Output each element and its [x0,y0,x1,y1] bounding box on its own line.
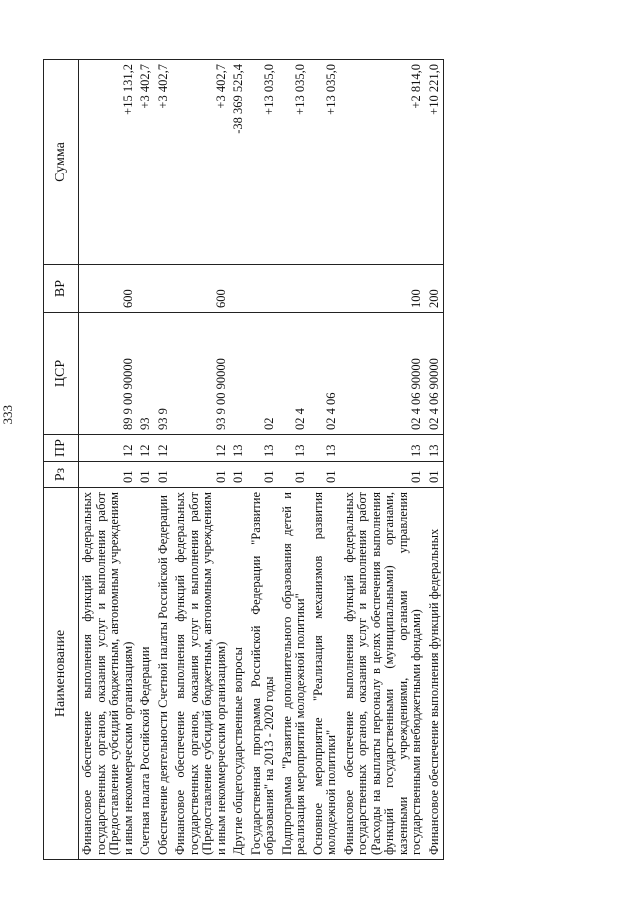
row-rz: 01 [155,462,173,488]
table-row [248,60,279,860]
row-sum: -38 369 525,4 [230,60,248,265]
row-sum: +10 221,0 [426,60,444,265]
row-pr: 12 [172,435,230,462]
header-csr: ЦСР [44,313,79,435]
table-row [155,60,173,860]
header-rz: Рз [44,462,79,488]
row-rz: 01 [137,462,155,488]
row-vr: 200 [426,265,444,313]
row-vr [230,265,248,313]
row-sum: +2 814,0 [341,60,426,265]
page-number: 333 [0,405,15,425]
row-name: Основное мероприятие "Реализация механизмов развития молодежной политики" [310,488,341,860]
row-name: Финансовое обеспечение выполнения функций федеральных [426,488,444,860]
row-name: Государственная программа Российской Федерации "Развитие образования" на 2013 - 2020 годы [248,488,279,860]
row-vr [248,265,279,313]
row-name: Финансовое обеспечение выполнения функций федеральных государственных органов, оказания услуг и выполнения работ (Предоставление субсидий бюджетным, автономным учреждениям и иным некоммерческим организациям) [172,488,230,860]
row-sum: +3 402,7 [137,60,155,265]
table-row [310,60,341,860]
row-vr: 600 [79,265,138,313]
row-pr: 13 [279,435,310,462]
row-rz: 01 [230,462,248,488]
row-name: Финансовое обеспечение выполнения функций федеральных государственных органов, оказания услуг и выполнения работ (Предоставление субсидий бюджетным, автономным учреждениям и иным некоммерческим организациям) [79,488,138,860]
row-sum: +13 035,0 [279,60,310,265]
row-vr [279,265,310,313]
row-pr: 13 [341,435,426,462]
row-sum: +15 131,2 [79,60,138,265]
row-csr: 02 4 06 90000 [341,313,426,435]
row-pr: 13 [310,435,341,462]
row-rz: 01 [172,462,230,488]
row-vr [137,265,155,313]
table-row [230,60,248,860]
table-row [341,60,426,860]
row-name: Другие общегосударственные вопросы [230,488,248,860]
row-rz: 01 [310,462,341,488]
row-pr: 13 [248,435,279,462]
row-pr: 13 [426,435,444,462]
table-row [426,60,444,860]
header-sum: Сумма [44,60,79,265]
table-header-row [44,60,79,860]
row-pr: 12 [137,435,155,462]
row-vr [310,265,341,313]
row-sum: +3 402,7 [172,60,230,265]
header-vr: ВР [44,265,79,313]
row-csr: 93 [137,313,155,435]
row-sum: +13 035,0 [310,60,341,265]
row-name: Обеспечение деятельности Счетной палаты Российской Федерации [155,488,173,860]
table-row [137,60,155,860]
row-pr: 12 [79,435,138,462]
table-row [279,60,310,860]
row-rz: 01 [248,462,279,488]
row-csr: 89 9 00 90000 [79,313,138,435]
row-rz: 01 [341,462,426,488]
row-rz: 01 [426,462,444,488]
row-csr: 02 4 06 90000 [426,313,444,435]
row-name: Счетная палата Российской Федерации [137,488,155,860]
row-rz: 01 [279,462,310,488]
table-row [172,60,230,860]
row-csr: 02 4 [279,313,310,435]
header-pr: ПР [44,435,79,462]
row-csr: 02 4 06 [310,313,341,435]
row-sum: +3 402,7 [155,60,173,265]
row-vr: 100 [341,265,426,313]
row-csr: 02 [248,313,279,435]
row-pr: 13 [230,435,248,462]
header-name: Наименование [44,488,79,860]
rotated-page-content [43,60,593,860]
row-name: Финансовое обеспечение выполнения функций федеральных государственных органов, оказания услуг и выполнения работ (Расходы на выплаты персоналу в целях обеспечения выполнения функций государственными (муниципальными) органами, казенными учреждениями, органами управления государственными внебюджетными фондами) [341,488,426,860]
row-csr: 93 9 00 90000 [172,313,230,435]
budget-table [43,59,444,860]
row-sum: +13 035,0 [248,60,279,265]
row-vr [155,265,173,313]
row-pr: 12 [155,435,173,462]
row-csr [230,313,248,435]
row-name: Подпрограмма "Развитие дополнительного образования детей и реализация мероприятий молодежной политики" [279,488,310,860]
table-row [79,60,138,860]
row-vr: 600 [172,265,230,313]
row-rz: 01 [79,462,138,488]
row-csr: 93 9 [155,313,173,435]
